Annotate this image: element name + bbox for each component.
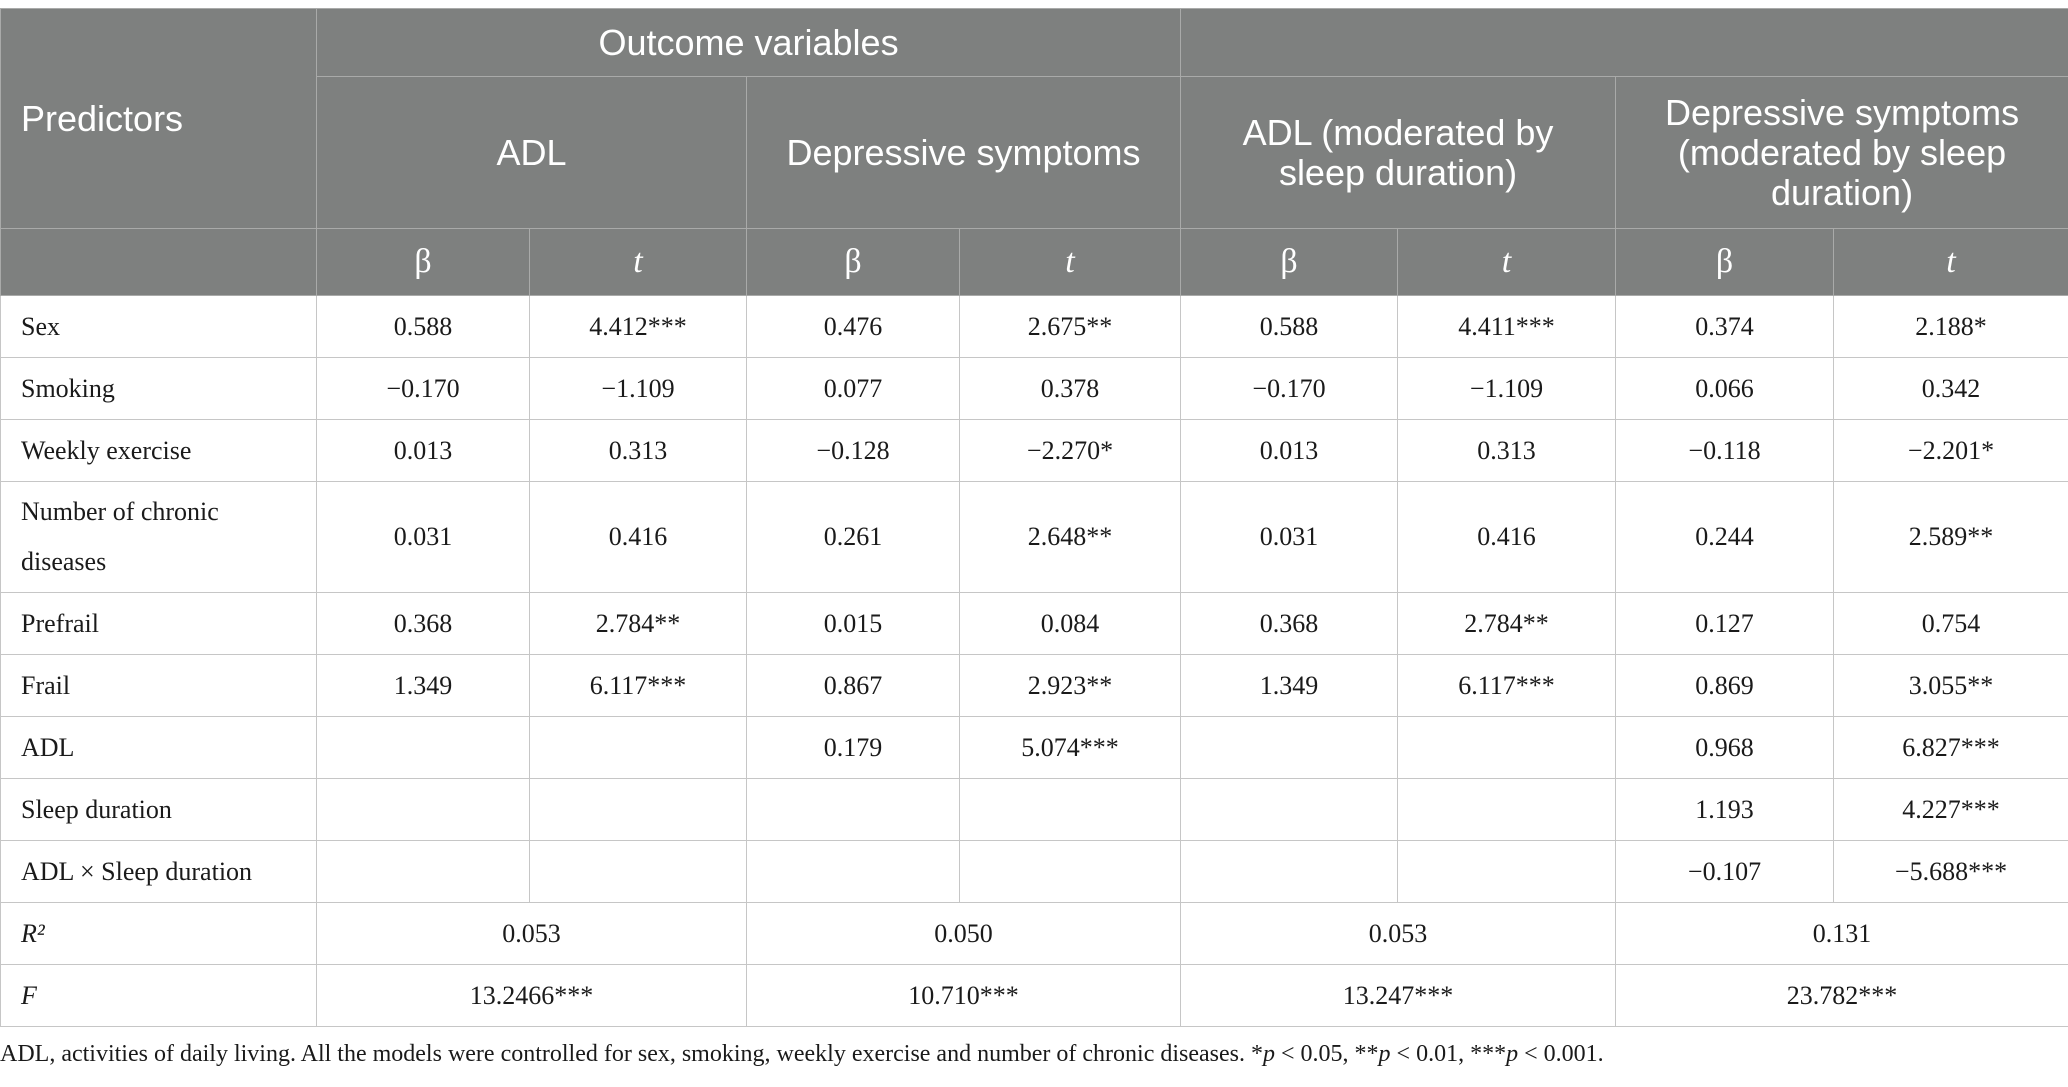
outcome-variables-header: Outcome variables (317, 9, 1181, 77)
table-cell: 0.368 (317, 593, 530, 655)
table-cell (530, 779, 747, 841)
summary-label-r2: R² (1, 903, 317, 965)
table-cell (1181, 779, 1398, 841)
predictors-header-blank (1, 229, 317, 296)
beta-header: β (1616, 229, 1834, 296)
table-cell (747, 841, 960, 903)
footnote-p: p (1506, 1041, 1519, 1067)
table-cell: 6.117*** (1398, 655, 1616, 717)
summary-value: 0.053 (1181, 903, 1616, 965)
table-cell: 2.188* (1834, 296, 2068, 358)
table-row (1, 717, 2068, 779)
footnote-threshold: < 0.05, ** (1275, 1041, 1379, 1067)
table-cell: 2.675** (960, 296, 1181, 358)
table-cell: 0.031 (1181, 482, 1398, 593)
table-cell: 0.378 (960, 358, 1181, 420)
summary-value: 10.710*** (747, 965, 1181, 1027)
table-cell: 0.015 (747, 593, 960, 655)
predictors-header: Predictors (1, 9, 317, 229)
table-cell (530, 841, 747, 903)
table-cell: −0.118 (1616, 420, 1834, 482)
table-cell: 0.869 (1616, 655, 1834, 717)
table-cell: 0.179 (747, 717, 960, 779)
predictor-label: Sex (1, 296, 317, 358)
table-cell (960, 779, 1181, 841)
table-cell (1181, 717, 1398, 779)
table-cell: 0.588 (1181, 296, 1398, 358)
table-row (1, 296, 2068, 358)
table-row (1, 655, 2068, 717)
table-cell: 0.588 (317, 296, 530, 358)
table-cell: 0.084 (960, 593, 1181, 655)
table-cell (317, 841, 530, 903)
predictor-label: ADL × Sleep duration (1, 841, 317, 903)
table-cell: −0.107 (1616, 841, 1834, 903)
footnote-text: ADL, activities of daily living. All the models were controlled for sex, smoking, weekly exercise and number of chronic diseases. * (0, 1041, 1263, 1067)
table-cell: −0.170 (317, 358, 530, 420)
regression-table (0, 8, 2068, 1027)
footnote-p: p (1378, 1041, 1391, 1067)
table-cell: −2.270* (960, 420, 1181, 482)
summary-value: 13.2466*** (317, 965, 747, 1027)
table-cell (317, 717, 530, 779)
predictor-label: Number of chronic diseases (1, 482, 317, 593)
table-cell: 3.055** (1834, 655, 2068, 717)
table-row (1, 841, 2068, 903)
table-cell: 0.261 (747, 482, 960, 593)
t-header: t (530, 229, 747, 296)
table-cell: 6.117*** (530, 655, 747, 717)
table-cell (1181, 841, 1398, 903)
summary-row-f (1, 965, 2068, 1027)
t-header: t (960, 229, 1181, 296)
table-cell: 2.784** (530, 593, 747, 655)
table-cell: 0.476 (747, 296, 960, 358)
table-cell: 0.368 (1181, 593, 1398, 655)
beta-header: β (747, 229, 960, 296)
table-footnote (0, 1041, 1604, 1068)
table-cell: −2.201* (1834, 420, 2068, 482)
table-cell: 0.342 (1834, 358, 2068, 420)
table-cell: 1.349 (317, 655, 530, 717)
table-cell (960, 841, 1181, 903)
regression-table-container (0, 8, 2068, 1027)
table-cell: 2.923** (960, 655, 1181, 717)
table-cell: −5.688*** (1834, 841, 2068, 903)
table-cell: 0.867 (747, 655, 960, 717)
summary-value: 0.053 (317, 903, 747, 965)
table-cell (530, 717, 747, 779)
predictor-label: Frail (1, 655, 317, 717)
summary-value: 0.050 (747, 903, 1181, 965)
summary-label-f: F (1, 965, 317, 1027)
model-header-adl-moderated: ADL (moderated by sleep duration) (1181, 77, 1616, 229)
summary-value: 23.782*** (1616, 965, 2068, 1027)
table-row (1, 482, 2068, 593)
table-cell: 0.313 (1398, 420, 1616, 482)
table-cell: 4.412*** (530, 296, 747, 358)
model-header-depressive-moderated: Depressive symptoms (moderated by sleep duration) (1616, 77, 2068, 229)
t-header: t (1398, 229, 1616, 296)
beta-header: β (317, 229, 530, 296)
model-header-depressive: Depressive symptoms (747, 77, 1181, 229)
table-row (1, 779, 2068, 841)
table-cell: 0.754 (1834, 593, 2068, 655)
table-cell: 2.589** (1834, 482, 2068, 593)
t-header: t (1834, 229, 2068, 296)
table-cell: −0.128 (747, 420, 960, 482)
summary-value: 13.247*** (1181, 965, 1616, 1027)
table-cell: 0.066 (1616, 358, 1834, 420)
table-cell (1398, 841, 1616, 903)
predictor-label: ADL (1, 717, 317, 779)
table-cell: 1.193 (1616, 779, 1834, 841)
footnote-threshold: < 0.001. (1518, 1041, 1604, 1067)
table-cell: 5.074*** (960, 717, 1181, 779)
table-row (1, 593, 2068, 655)
predictor-label: Sleep duration (1, 779, 317, 841)
table-cell: 0.031 (317, 482, 530, 593)
table-cell: 0.013 (1181, 420, 1398, 482)
table-cell: −1.109 (1398, 358, 1616, 420)
table-cell: 0.416 (1398, 482, 1616, 593)
beta-header: β (1181, 229, 1398, 296)
footnote-p: p (1263, 1041, 1275, 1067)
table-cell: 0.077 (747, 358, 960, 420)
table-cell: 0.244 (1616, 482, 1834, 593)
model-header-adl: ADL (317, 77, 747, 229)
table-cell: 0.313 (530, 420, 747, 482)
table-cell: 0.416 (530, 482, 747, 593)
table-cell: −1.109 (530, 358, 747, 420)
table-cell: 0.013 (317, 420, 530, 482)
predictor-label: Prefrail (1, 593, 317, 655)
summary-value: 0.131 (1616, 903, 2068, 965)
table-row (1, 420, 2068, 482)
table-cell (317, 779, 530, 841)
table-cell: 0.374 (1616, 296, 1834, 358)
table-cell: 2.784** (1398, 593, 1616, 655)
table-cell (747, 779, 960, 841)
table-cell: 4.411*** (1398, 296, 1616, 358)
table-cell: −0.170 (1181, 358, 1398, 420)
predictor-label: Weekly exercise (1, 420, 317, 482)
table-row (1, 358, 2068, 420)
table-cell (1398, 717, 1616, 779)
footnote-threshold: < 0.01, *** (1390, 1041, 1507, 1067)
table-cell: 2.648** (960, 482, 1181, 593)
table-cell (1398, 779, 1616, 841)
outcome-variables-header-blank (1181, 9, 2068, 77)
table-cell: 0.968 (1616, 717, 1834, 779)
summary-row-r2 (1, 903, 2068, 965)
table-cell: 1.349 (1181, 655, 1398, 717)
predictor-label: Smoking (1, 358, 317, 420)
table-cell: 6.827*** (1834, 717, 2068, 779)
table-cell: 4.227*** (1834, 779, 2068, 841)
table-cell: 0.127 (1616, 593, 1834, 655)
